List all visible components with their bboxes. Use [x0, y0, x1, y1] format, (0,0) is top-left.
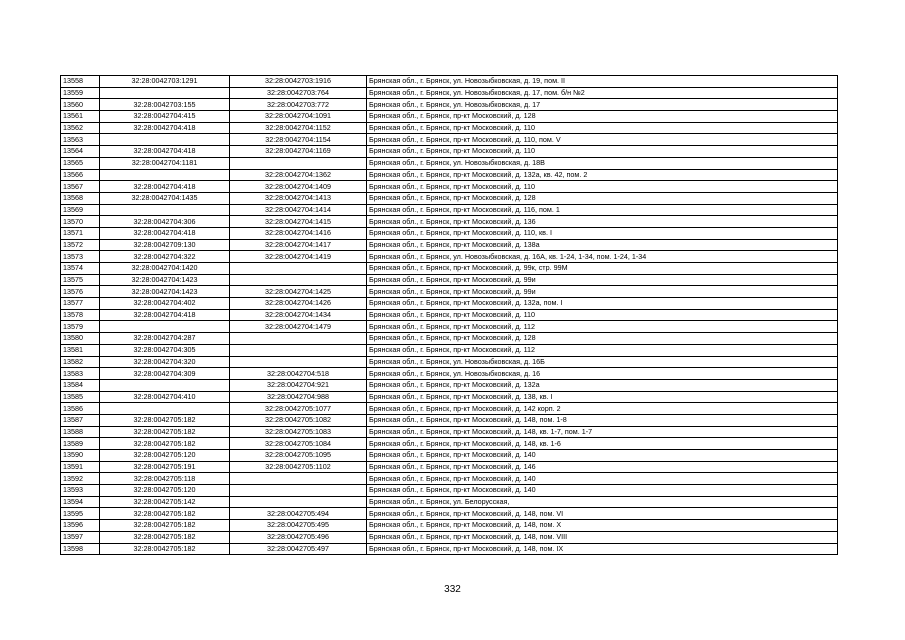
- address-cell: Брянская обл., г. Брянск, пр-кт Московский, д. 99и: [367, 274, 838, 286]
- address-cell: Брянская обл., г. Брянск, ул. Новозыбковская, д. 16: [367, 368, 838, 380]
- table-row: [61, 438, 838, 450]
- row-number-cell: 13570: [61, 216, 100, 228]
- row-number-cell: 13571: [61, 227, 100, 239]
- address-cell: Брянская обл., г. Брянск, пр-кт Московский, д. 148, кв. 1-7, пом. 1-7: [367, 426, 838, 438]
- land-cadastral-number-cell: 32:28:0042705:120: [100, 450, 230, 462]
- building-cadastral-number-cell: 32:28:0042703:772: [230, 99, 367, 111]
- table-row: [61, 181, 838, 193]
- building-cadastral-number-cell: 32:28:0042704:1362: [230, 169, 367, 181]
- address-cell: Брянская обл., г. Брянск, пр-кт Московский, д. 136: [367, 216, 838, 228]
- land-cadastral-number-cell: 32:28:0042704:305: [100, 344, 230, 356]
- land-cadastral-number-cell: 32:28:0042704:418: [100, 227, 230, 239]
- table-row: [61, 414, 838, 426]
- land-cadastral-number-cell: [100, 87, 230, 99]
- table-row: [61, 87, 838, 99]
- address-cell: Брянская обл., г. Брянск, пр-кт Московский, д. 110, кв. I: [367, 227, 838, 239]
- address-cell: Брянская обл., г. Брянск, ул. Новозыбковская, д. 18В: [367, 157, 838, 169]
- row-number-cell: 13575: [61, 274, 100, 286]
- land-cadastral-number-cell: 32:28:0042704:418: [100, 181, 230, 193]
- building-cadastral-number-cell: 32:28:0042704:921: [230, 379, 367, 391]
- building-cadastral-number-cell: 32:28:0042704:1414: [230, 204, 367, 216]
- address-cell: Брянская обл., г. Брянск, пр-кт Московский, д. 148, кв. 1-6: [367, 438, 838, 450]
- land-cadastral-number-cell: 32:28:0042704:287: [100, 333, 230, 345]
- building-cadastral-number-cell: [230, 496, 367, 508]
- building-cadastral-number-cell: 32:28:0042705:1077: [230, 403, 367, 415]
- address-cell: Брянская обл., г. Брянск, ул. Новозыбковская, д. 17, пом. б/н №2: [367, 87, 838, 99]
- row-number-cell: 13569: [61, 204, 100, 216]
- address-cell: Брянская обл., г. Брянск, пр-кт Московский, д. 148, пом. VIII: [367, 531, 838, 543]
- address-cell: Брянская обл., г. Брянск, пр-кт Московский, д. 148, пом. IX: [367, 543, 838, 555]
- land-cadastral-number-cell: 32:28:0042705:182: [100, 414, 230, 426]
- building-cadastral-number-cell: 32:28:0042704:1425: [230, 286, 367, 298]
- building-cadastral-number-cell: [230, 157, 367, 169]
- building-cadastral-number-cell: [230, 274, 367, 286]
- row-number-cell: 13578: [61, 309, 100, 321]
- table-row: [61, 379, 838, 391]
- building-cadastral-number-cell: 32:28:0042704:1479: [230, 321, 367, 333]
- address-cell: Брянская обл., г. Брянск, пр-кт Московский, д. 138, кв. I: [367, 391, 838, 403]
- row-number-cell: 13581: [61, 344, 100, 356]
- row-number-cell: 13596: [61, 520, 100, 532]
- table-row: [61, 485, 838, 497]
- row-number-cell: 13591: [61, 461, 100, 473]
- row-number-cell: 13597: [61, 531, 100, 543]
- address-cell: Брянская обл., г. Брянск, пр-кт Московский, д. 148, пом. 1-8: [367, 414, 838, 426]
- land-cadastral-number-cell: 32:28:0042704:320: [100, 356, 230, 368]
- building-cadastral-number-cell: 32:28:0042704:1152: [230, 122, 367, 134]
- building-cadastral-number-cell: [230, 333, 367, 345]
- land-cadastral-number-cell: [100, 403, 230, 415]
- building-cadastral-number-cell: 32:28:0042705:1082: [230, 414, 367, 426]
- address-cell: Брянская обл., г. Брянск, пр-кт Московский, д. 110, пом. V: [367, 134, 838, 146]
- land-cadastral-number-cell: 32:28:0042705:142: [100, 496, 230, 508]
- land-cadastral-number-cell: 32:28:0042705:182: [100, 438, 230, 450]
- row-number-cell: 13559: [61, 87, 100, 99]
- building-cadastral-number-cell: 32:28:0042704:518: [230, 368, 367, 380]
- address-cell: Брянская обл., г. Брянск, пр-кт Московский, д. 110: [367, 146, 838, 158]
- land-cadastral-number-cell: 32:28:0042704:322: [100, 251, 230, 263]
- land-cadastral-number-cell: 32:28:0042704:1181: [100, 157, 230, 169]
- land-cadastral-number-cell: [100, 379, 230, 391]
- address-cell: Брянская обл., г. Брянск, пр-кт Московский, д. 146: [367, 461, 838, 473]
- building-cadastral-number-cell: 32:28:0042705:497: [230, 543, 367, 555]
- row-number-cell: 13580: [61, 333, 100, 345]
- land-cadastral-number-cell: 32:28:0042704:402: [100, 298, 230, 310]
- land-cadastral-number-cell: 32:28:0042705:120: [100, 485, 230, 497]
- table-row: [61, 157, 838, 169]
- row-number-cell: 13598: [61, 543, 100, 555]
- table-row: [61, 146, 838, 158]
- land-cadastral-number-cell: 32:28:0042704:309: [100, 368, 230, 380]
- building-cadastral-number-cell: 32:28:0042704:1416: [230, 227, 367, 239]
- table-row: [61, 473, 838, 485]
- land-cadastral-number-cell: 32:28:0042705:191: [100, 461, 230, 473]
- address-cell: Брянская обл., г. Брянск, пр-кт Московский, д. 110: [367, 309, 838, 321]
- address-cell: Брянская обл., г. Брянск, пр-кт Московский, д. 132а: [367, 379, 838, 391]
- building-cadastral-number-cell: 32:28:0042704:1154: [230, 134, 367, 146]
- row-number-cell: 13565: [61, 157, 100, 169]
- table-row: [61, 239, 838, 251]
- land-cadastral-number-cell: 32:28:0042709:130: [100, 239, 230, 251]
- address-cell: Брянская обл., г. Брянск, пр-кт Московский, д. 99и: [367, 286, 838, 298]
- row-number-cell: 13574: [61, 263, 100, 275]
- cadastral-table: [60, 75, 838, 555]
- table-row: [61, 426, 838, 438]
- row-number-cell: 13586: [61, 403, 100, 415]
- address-cell: Брянская обл., г. Брянск, пр-кт Московский, д. 132а, кв. 42, пом. 2: [367, 169, 838, 181]
- land-cadastral-number-cell: 32:28:0042705:182: [100, 531, 230, 543]
- row-number-cell: 13584: [61, 379, 100, 391]
- building-cadastral-number-cell: 32:28:0042705:1083: [230, 426, 367, 438]
- table-row: [61, 391, 838, 403]
- table-row: [61, 543, 838, 555]
- table-row: [61, 368, 838, 380]
- address-cell: Брянская обл., г. Брянск, ул. Новозыбковская, д. 16Б: [367, 356, 838, 368]
- land-cadastral-number-cell: [100, 321, 230, 333]
- address-cell: Брянская обл., г. Брянск, пр-кт Московский, д. 142 корп. 2: [367, 403, 838, 415]
- table-row: [61, 76, 838, 88]
- table-row: [61, 461, 838, 473]
- building-cadastral-number-cell: [230, 473, 367, 485]
- building-cadastral-number-cell: 32:28:0042704:1419: [230, 251, 367, 263]
- row-number-cell: 13573: [61, 251, 100, 263]
- table-row: [61, 344, 838, 356]
- land-cadastral-number-cell: [100, 134, 230, 146]
- land-cadastral-number-cell: 32:28:0042705:182: [100, 520, 230, 532]
- table-row: [61, 111, 838, 123]
- table-row: [61, 263, 838, 275]
- address-cell: Брянская обл., г. Брянск, пр-кт Московский, д. 148, пом. X: [367, 520, 838, 532]
- land-cadastral-number-cell: 32:28:0042704:418: [100, 309, 230, 321]
- row-number-cell: 13582: [61, 356, 100, 368]
- land-cadastral-number-cell: 32:28:0042704:1423: [100, 286, 230, 298]
- address-cell: Брянская обл., г. Брянск, пр-кт Московский, д. 140: [367, 485, 838, 497]
- building-cadastral-number-cell: 32:28:0042704:1413: [230, 192, 367, 204]
- table-row: [61, 251, 838, 263]
- land-cadastral-number-cell: 32:28:0042704:418: [100, 146, 230, 158]
- land-cadastral-number-cell: 32:28:0042705:182: [100, 426, 230, 438]
- land-cadastral-number-cell: [100, 204, 230, 216]
- table-row: [61, 450, 838, 462]
- row-number-cell: 13583: [61, 368, 100, 380]
- row-number-cell: 13567: [61, 181, 100, 193]
- row-number-cell: 13592: [61, 473, 100, 485]
- row-number-cell: 13594: [61, 496, 100, 508]
- land-cadastral-number-cell: [100, 169, 230, 181]
- row-number-cell: 13561: [61, 111, 100, 123]
- land-cadastral-number-cell: 32:28:0042705:182: [100, 543, 230, 555]
- table-row: [61, 204, 838, 216]
- address-cell: Брянская обл., г. Брянск, пр-кт Московский, д. 128: [367, 333, 838, 345]
- table-row: [61, 333, 838, 345]
- address-cell: Брянская обл., г. Брянск, пр-кт Московский, д. 128: [367, 192, 838, 204]
- building-cadastral-number-cell: 32:28:0042705:1102: [230, 461, 367, 473]
- address-cell: Брянская обл., г. Брянск, пр-кт Московский, д. 138а: [367, 239, 838, 251]
- row-number-cell: 13566: [61, 169, 100, 181]
- building-cadastral-number-cell: 32:28:0042705:1084: [230, 438, 367, 450]
- table-row: [61, 274, 838, 286]
- address-cell: Брянская обл., г. Брянск, пр-кт Московский, д. 128: [367, 111, 838, 123]
- building-cadastral-number-cell: 32:28:0042705:495: [230, 520, 367, 532]
- building-cadastral-number-cell: [230, 344, 367, 356]
- address-cell: Брянская обл., г. Брянск, ул. Новозыбковская, д. 17: [367, 99, 838, 111]
- address-cell: Брянская обл., г. Брянск, пр-кт Московский, д. 99к, стр. 99М: [367, 263, 838, 275]
- land-cadastral-number-cell: 32:28:0042704:410: [100, 391, 230, 403]
- building-cadastral-number-cell: 32:28:0042704:1409: [230, 181, 367, 193]
- land-cadastral-number-cell: 32:28:0042705:182: [100, 508, 230, 520]
- row-number-cell: 13577: [61, 298, 100, 310]
- land-cadastral-number-cell: 32:28:0042704:1420: [100, 263, 230, 275]
- address-cell: Брянская обл., г. Брянск, пр-кт Московский, д. 110: [367, 122, 838, 134]
- row-number-cell: 13568: [61, 192, 100, 204]
- page-number: 332: [444, 584, 461, 595]
- table-row: [61, 309, 838, 321]
- building-cadastral-number-cell: 32:28:0042704:1426: [230, 298, 367, 310]
- table-row: [61, 192, 838, 204]
- row-number-cell: 13589: [61, 438, 100, 450]
- row-number-cell: 13563: [61, 134, 100, 146]
- building-cadastral-number-cell: 32:28:0042704:1434: [230, 309, 367, 321]
- row-number-cell: 13588: [61, 426, 100, 438]
- table-row: [61, 508, 838, 520]
- address-cell: Брянская обл., г. Брянск, пр-кт Московский, д. 112: [367, 321, 838, 333]
- address-cell: Брянская обл., г. Брянск, пр-кт Московский, д. 132а, пом. I: [367, 298, 838, 310]
- row-number-cell: 13562: [61, 122, 100, 134]
- table-row: [61, 321, 838, 333]
- table-row: [61, 403, 838, 415]
- row-number-cell: 13593: [61, 485, 100, 497]
- building-cadastral-number-cell: 32:28:0042704:988: [230, 391, 367, 403]
- address-cell: Брянская обл., г. Брянск, пр-кт Московский, д. 112: [367, 344, 838, 356]
- building-cadastral-number-cell: 32:28:0042704:1091: [230, 111, 367, 123]
- table-row: [61, 496, 838, 508]
- table-row: [61, 122, 838, 134]
- land-cadastral-number-cell: 32:28:0042704:418: [100, 122, 230, 134]
- table-row: [61, 134, 838, 146]
- row-number-cell: 13560: [61, 99, 100, 111]
- land-cadastral-number-cell: 32:28:0042705:118: [100, 473, 230, 485]
- row-number-cell: 13587: [61, 414, 100, 426]
- table-row: [61, 227, 838, 239]
- land-cadastral-number-cell: 32:28:0042703:1291: [100, 76, 230, 88]
- table-row: [61, 520, 838, 532]
- building-cadastral-number-cell: 32:28:0042705:494: [230, 508, 367, 520]
- address-cell: Брянская обл., г. Брянск, пр-кт Московский, д. 148, пом. VI: [367, 508, 838, 520]
- land-cadastral-number-cell: 32:28:0042704:1423: [100, 274, 230, 286]
- land-cadastral-number-cell: 32:28:0042704:306: [100, 216, 230, 228]
- table-row: [61, 298, 838, 310]
- row-number-cell: 13579: [61, 321, 100, 333]
- building-cadastral-number-cell: [230, 263, 367, 275]
- table-body: [61, 76, 838, 555]
- building-cadastral-number-cell: [230, 356, 367, 368]
- row-number-cell: 13558: [61, 76, 100, 88]
- land-cadastral-number-cell: 32:28:0042704:1435: [100, 192, 230, 204]
- building-cadastral-number-cell: 32:28:0042704:1169: [230, 146, 367, 158]
- row-number-cell: 13572: [61, 239, 100, 251]
- building-cadastral-number-cell: 32:28:0042705:496: [230, 531, 367, 543]
- address-cell: Брянская обл., г. Брянск, ул. Новозыбковская, д. 19, пом. II: [367, 76, 838, 88]
- building-cadastral-number-cell: 32:28:0042703:1916: [230, 76, 367, 88]
- row-number-cell: 13564: [61, 146, 100, 158]
- address-cell: Брянская обл., г. Брянск, пр-кт Московский, д. 140: [367, 473, 838, 485]
- land-cadastral-number-cell: 32:28:0042703:155: [100, 99, 230, 111]
- building-cadastral-number-cell: [230, 485, 367, 497]
- building-cadastral-number-cell: 32:28:0042704:1417: [230, 239, 367, 251]
- table-row: [61, 99, 838, 111]
- address-cell: Брянская обл., г. Брянск, ул. Новозыбковская, д. 16А, кв. 1-24, 1-34, пом. 1-24, 1-34: [367, 251, 838, 263]
- address-cell: Брянская обл., г. Брянск, ул. Белорусская,: [367, 496, 838, 508]
- table-row: [61, 356, 838, 368]
- building-cadastral-number-cell: 32:28:0042705:1095: [230, 450, 367, 462]
- row-number-cell: 13590: [61, 450, 100, 462]
- building-cadastral-number-cell: 32:28:0042703:764: [230, 87, 367, 99]
- row-number-cell: 13585: [61, 391, 100, 403]
- table-row: [61, 286, 838, 298]
- building-cadastral-number-cell: 32:28:0042704:1415: [230, 216, 367, 228]
- row-number-cell: 13576: [61, 286, 100, 298]
- row-number-cell: 13595: [61, 508, 100, 520]
- table-row: [61, 531, 838, 543]
- address-cell: Брянская обл., г. Брянск, пр-кт Московский, д. 116, пом. 1: [367, 204, 838, 216]
- table-row: [61, 169, 838, 181]
- address-cell: Брянская обл., г. Брянск, пр-кт Московский, д. 140: [367, 450, 838, 462]
- table-row: [61, 216, 838, 228]
- address-cell: Брянская обл., г. Брянск, пр-кт Московский, д. 110: [367, 181, 838, 193]
- land-cadastral-number-cell: 32:28:0042704:415: [100, 111, 230, 123]
